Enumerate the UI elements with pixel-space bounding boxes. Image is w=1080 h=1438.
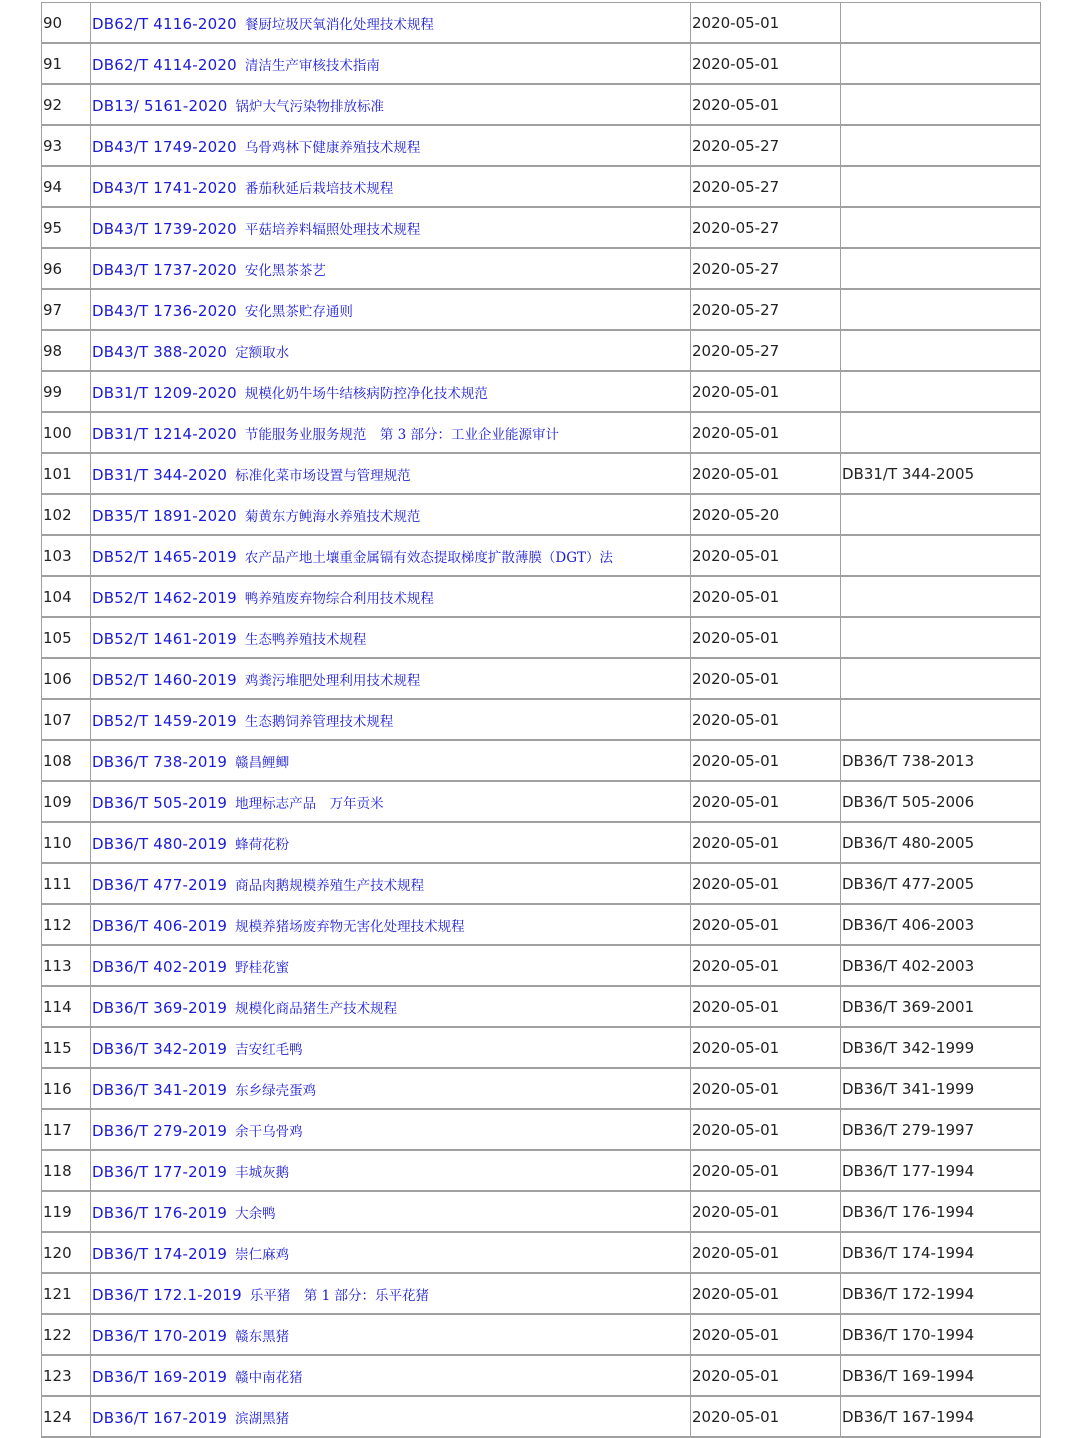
table-row	[42, 822, 1041, 863]
table-row	[42, 1027, 1041, 1068]
table-row	[42, 248, 1041, 289]
standard-code: DB31/T 344-2020	[92, 465, 228, 484]
table-row	[42, 289, 1041, 330]
table-row	[42, 740, 1041, 781]
row-number: 121	[42, 1273, 91, 1314]
standard-title-cell	[91, 166, 691, 207]
replaced-standard: DB36/T 406-2003	[841, 904, 1041, 945]
standard-title-cell	[91, 781, 691, 822]
table-row	[42, 986, 1041, 1027]
standard-title-cell	[91, 904, 691, 945]
standard-title-cell	[91, 207, 691, 248]
standard-code: DB62/T 4116-2020	[92, 14, 237, 33]
standard-code: DB36/T 480-2019	[92, 834, 228, 853]
table-row	[42, 863, 1041, 904]
standard-title-cell	[91, 1068, 691, 1109]
standard-name: 菊黄东方鲀海水养殖技术规范	[244, 508, 421, 525]
standard-code: DB36/T 738-2019	[92, 752, 228, 771]
implementation-date: 2020-05-20	[691, 494, 841, 535]
replaced-standard	[841, 658, 1041, 699]
row-number: 97	[42, 289, 91, 330]
standard-title-cell	[91, 330, 691, 371]
standard-code: DB35/T 1891-2020	[92, 506, 237, 525]
replaced-standard: DB36/T 174-1994	[841, 1232, 1041, 1273]
standard-link[interactable]	[92, 958, 289, 976]
implementation-date: 2020-05-01	[691, 412, 841, 453]
table-row	[42, 1232, 1041, 1273]
standard-code: DB43/T 1739-2020	[92, 219, 237, 238]
standard-link[interactable]	[92, 999, 397, 1017]
standard-code: DB36/T 170-2019	[92, 1326, 228, 1345]
standard-title-cell	[91, 3, 691, 44]
standard-title-cell	[91, 740, 691, 781]
replaced-standard: DB36/T 170-1994	[841, 1314, 1041, 1355]
standards-table	[41, 2, 1041, 1438]
standard-code: DB36/T 174-2019	[92, 1244, 228, 1263]
replaced-standard	[841, 84, 1041, 125]
row-number: 102	[42, 494, 91, 535]
standard-name: 农产品产地土壤重金属镉有效态提取梯度扩散薄膜（DGT）法	[244, 549, 613, 566]
replaced-standard	[841, 125, 1041, 166]
row-number: 114	[42, 986, 91, 1027]
standard-title-cell	[91, 1273, 691, 1314]
implementation-date: 2020-05-27	[691, 289, 841, 330]
standard-name: 安化黑茶贮存通则	[244, 303, 353, 320]
standard-title-cell	[91, 1191, 691, 1232]
standard-name: 崇仁麻鸡	[235, 1246, 290, 1263]
table-row	[42, 43, 1041, 84]
standard-name: 生态鸭养殖技术规程	[244, 631, 367, 648]
replaced-standard: DB36/T 169-1994	[841, 1355, 1041, 1396]
standard-link[interactable]	[92, 1327, 289, 1345]
implementation-date: 2020-05-01	[691, 699, 841, 740]
row-number: 95	[42, 207, 91, 248]
standard-link[interactable]	[92, 794, 384, 812]
implementation-date: 2020-05-01	[691, 658, 841, 699]
table-row	[42, 1109, 1041, 1150]
row-number: 94	[42, 166, 91, 207]
replaced-standard	[841, 3, 1041, 44]
standard-code: DB36/T 369-2019	[92, 998, 228, 1017]
table-row	[42, 1355, 1041, 1396]
standard-code: DB43/T 1749-2020	[92, 137, 237, 156]
row-number: 104	[42, 576, 91, 617]
table-row	[42, 1273, 1041, 1314]
implementation-date: 2020-05-01	[691, 3, 841, 44]
standard-code: DB43/T 1736-2020	[92, 301, 237, 320]
standard-code: DB52/T 1462-2019	[92, 588, 237, 607]
table-row	[42, 3, 1041, 44]
implementation-date: 2020-05-01	[691, 1314, 841, 1355]
table-row	[42, 617, 1041, 658]
replaced-standard	[841, 699, 1041, 740]
replaced-standard: DB36/T 505-2006	[841, 781, 1041, 822]
standard-name: 东乡绿壳蛋鸡	[235, 1082, 317, 1099]
implementation-date: 2020-05-01	[691, 43, 841, 84]
table-row	[42, 1314, 1041, 1355]
implementation-date: 2020-05-27	[691, 330, 841, 371]
table-row	[42, 1396, 1041, 1437]
replaced-standard	[841, 576, 1041, 617]
replaced-standard	[841, 330, 1041, 371]
table-row	[42, 494, 1041, 535]
standard-link[interactable]	[92, 179, 393, 197]
standard-code: DB36/T 402-2019	[92, 957, 228, 976]
standard-link[interactable]	[92, 15, 434, 33]
standard-name: 地理标志产品 万年贡米	[235, 795, 384, 812]
replaced-standard	[841, 371, 1041, 412]
row-number: 93	[42, 125, 91, 166]
implementation-date: 2020-05-01	[691, 371, 841, 412]
row-number: 115	[42, 1027, 91, 1068]
standard-link[interactable]	[92, 876, 424, 894]
row-number: 103	[42, 535, 91, 576]
table-row	[42, 371, 1041, 412]
standard-code: DB36/T 177-2019	[92, 1162, 228, 1181]
table-row	[42, 84, 1041, 125]
standard-link[interactable]	[92, 507, 420, 525]
table-row	[42, 576, 1041, 617]
replaced-standard: DB36/T 341-1999	[841, 1068, 1041, 1109]
standard-title-cell	[91, 863, 691, 904]
row-number: 106	[42, 658, 91, 699]
implementation-date: 2020-05-01	[691, 863, 841, 904]
row-number: 123	[42, 1355, 91, 1396]
implementation-date: 2020-05-01	[691, 1109, 841, 1150]
standard-code: DB52/T 1461-2019	[92, 629, 237, 648]
standard-title-cell	[91, 1232, 691, 1273]
standard-name: 平菇培养料辐照处理技术规程	[244, 221, 421, 238]
standard-code: DB36/T 406-2019	[92, 916, 228, 935]
standard-link[interactable]	[92, 97, 384, 115]
standards-table-container	[41, 2, 1040, 1438]
row-number: 118	[42, 1150, 91, 1191]
standard-title-cell	[91, 699, 691, 740]
replaced-standard: DB36/T 480-2005	[841, 822, 1041, 863]
replaced-standard: DB36/T 177-1994	[841, 1150, 1041, 1191]
table-row	[42, 1068, 1041, 1109]
standard-title-cell	[91, 84, 691, 125]
row-number: 112	[42, 904, 91, 945]
standard-code: DB36/T 505-2019	[92, 793, 228, 812]
standard-link[interactable]	[92, 1286, 429, 1304]
standard-name: 商品肉鹅规模养殖生产技术规程	[235, 877, 425, 894]
table-row	[42, 330, 1041, 371]
implementation-date: 2020-05-01	[691, 986, 841, 1027]
standard-link[interactable]	[92, 1040, 303, 1058]
table-row	[42, 1150, 1041, 1191]
standard-name: 生态鹅饲养管理技术规程	[244, 713, 394, 730]
standard-name: 清洁生产审核技术指南	[244, 57, 380, 74]
standard-link[interactable]	[92, 712, 393, 730]
standard-link[interactable]	[92, 1368, 303, 1386]
standard-name: 鸡粪污堆肥处理利用技术规程	[244, 672, 421, 689]
implementation-date: 2020-05-01	[691, 576, 841, 617]
standard-name: 赣昌鲤鲫	[235, 754, 290, 771]
replaced-standard: DB36/T 342-1999	[841, 1027, 1041, 1068]
implementation-date: 2020-05-01	[691, 904, 841, 945]
standard-title-cell	[91, 658, 691, 699]
implementation-date: 2020-05-01	[691, 1273, 841, 1314]
standard-title-cell	[91, 1355, 691, 1396]
implementation-date: 2020-05-27	[691, 125, 841, 166]
standard-link[interactable]	[92, 917, 465, 935]
replaced-standard: DB36/T 176-1994	[841, 1191, 1041, 1232]
row-number: 109	[42, 781, 91, 822]
standard-name: 乌骨鸡林下健康养殖技术规程	[244, 139, 421, 156]
replaced-standard	[841, 617, 1041, 658]
row-number: 101	[42, 453, 91, 494]
standard-code: DB43/T 1737-2020	[92, 260, 237, 279]
standard-name: 鸭养殖废弃物综合利用技术规程	[244, 590, 434, 607]
standard-code: DB36/T 477-2019	[92, 875, 228, 894]
table-row	[42, 945, 1041, 986]
row-number: 119	[42, 1191, 91, 1232]
replaced-standard	[841, 535, 1041, 576]
standard-title-cell	[91, 576, 691, 617]
standard-link[interactable]	[92, 56, 380, 74]
implementation-date: 2020-05-01	[691, 1068, 841, 1109]
standard-code: DB36/T 341-2019	[92, 1080, 228, 1099]
standard-title-cell	[91, 945, 691, 986]
implementation-date: 2020-05-27	[691, 166, 841, 207]
row-number: 105	[42, 617, 91, 658]
standards-table-body	[42, 3, 1041, 1438]
implementation-date: 2020-05-01	[691, 822, 841, 863]
row-number: 107	[42, 699, 91, 740]
replaced-standard: DB36/T 172-1994	[841, 1273, 1041, 1314]
standard-name: 标准化菜市场设置与管理规范	[235, 467, 411, 484]
implementation-date: 2020-05-01	[691, 1150, 841, 1191]
standard-title-cell	[91, 371, 691, 412]
table-row	[42, 699, 1041, 740]
row-number: 113	[42, 945, 91, 986]
replaced-standard: DB36/T 369-2001	[841, 986, 1041, 1027]
row-number: 108	[42, 740, 91, 781]
standard-name: 余干乌骨鸡	[235, 1123, 303, 1140]
replaced-standard	[841, 248, 1041, 289]
standard-link[interactable]	[92, 302, 353, 320]
standard-title-cell	[91, 1150, 691, 1191]
implementation-date: 2020-05-27	[691, 248, 841, 289]
implementation-date: 2020-05-01	[691, 1355, 841, 1396]
standard-name: 吉安红毛鸭	[235, 1041, 303, 1058]
standard-name: 定额取水	[235, 344, 290, 361]
standard-name: 赣中南花猪	[235, 1369, 303, 1386]
implementation-date: 2020-05-01	[691, 453, 841, 494]
standard-code: DB36/T 279-2019	[92, 1121, 228, 1140]
table-row	[42, 781, 1041, 822]
implementation-date: 2020-05-01	[691, 1232, 841, 1273]
implementation-date: 2020-05-01	[691, 740, 841, 781]
table-row	[42, 658, 1041, 699]
row-number: 117	[42, 1109, 91, 1150]
implementation-date: 2020-05-01	[691, 535, 841, 576]
table-row	[42, 1191, 1041, 1232]
table-row	[42, 207, 1041, 248]
standard-link[interactable]	[92, 548, 613, 566]
replaced-standard: DB36/T 477-2005	[841, 863, 1041, 904]
replaced-standard	[841, 166, 1041, 207]
row-number: 120	[42, 1232, 91, 1273]
standard-title-cell	[91, 986, 691, 1027]
table-row	[42, 125, 1041, 166]
standard-name: 野桂花蜜	[235, 959, 290, 976]
replaced-standard: DB36/T 167-1994	[841, 1396, 1041, 1437]
implementation-date: 2020-05-01	[691, 1027, 841, 1068]
standard-title-cell	[91, 535, 691, 576]
standard-link[interactable]	[92, 261, 326, 279]
standard-link[interactable]	[92, 835, 289, 853]
replaced-standard: DB36/T 738-2013	[841, 740, 1041, 781]
row-number: 91	[42, 43, 91, 84]
standard-title-cell	[91, 453, 691, 494]
standard-title-cell	[91, 1109, 691, 1150]
table-row	[42, 904, 1041, 945]
standard-code: DB13/ 5161-2020	[92, 96, 228, 115]
standard-link[interactable]	[92, 1204, 276, 1222]
row-number: 116	[42, 1068, 91, 1109]
implementation-date: 2020-05-01	[691, 781, 841, 822]
implementation-date: 2020-05-01	[691, 945, 841, 986]
standard-name: 节能服务业服务规范 第 3 部分：工业企业能源审计	[244, 426, 560, 443]
table-row	[42, 412, 1041, 453]
standard-name: 餐厨垃圾厌氧消化处理技术规程	[244, 16, 434, 33]
row-number: 110	[42, 822, 91, 863]
table-row	[42, 535, 1041, 576]
standard-title-cell	[91, 822, 691, 863]
implementation-date: 2020-05-01	[691, 1191, 841, 1232]
standard-name: 规模化奶牛场牛结核病防控净化技术规范	[244, 385, 488, 402]
replaced-standard	[841, 494, 1041, 535]
standard-name: 赣东黑猪	[235, 1328, 290, 1345]
standard-link[interactable]	[92, 138, 420, 156]
standard-code: DB52/T 1465-2019	[92, 547, 237, 566]
standard-name: 蜂荷花粉	[235, 836, 290, 853]
standard-code: DB52/T 1459-2019	[92, 711, 237, 730]
row-number: 122	[42, 1314, 91, 1355]
standard-link[interactable]	[92, 425, 559, 443]
standard-name: 乐平猪 第 1 部分：乐平花猪	[249, 1287, 430, 1304]
standard-link[interactable]	[92, 384, 488, 402]
standard-link[interactable]	[92, 343, 289, 361]
standard-title-cell	[91, 1396, 691, 1437]
implementation-date: 2020-05-27	[691, 207, 841, 248]
standard-code: DB31/T 1209-2020	[92, 383, 237, 402]
standard-code: DB62/T 4114-2020	[92, 55, 237, 74]
standard-code: DB36/T 172.1-2019	[92, 1285, 242, 1304]
table-row	[42, 166, 1041, 207]
standard-title-cell	[91, 1314, 691, 1355]
standard-code: DB52/T 1460-2019	[92, 670, 237, 689]
standard-code: DB31/T 1214-2020	[92, 424, 237, 443]
replaced-standard	[841, 207, 1041, 248]
standard-link[interactable]	[92, 466, 411, 484]
standard-code: DB36/T 342-2019	[92, 1039, 228, 1058]
standard-title-cell	[91, 617, 691, 658]
standard-link[interactable]	[92, 753, 289, 771]
implementation-date: 2020-05-01	[691, 1396, 841, 1437]
standard-title-cell	[91, 43, 691, 84]
standard-name: 锅炉大气污染物排放标准	[235, 98, 385, 115]
replaced-standard: DB36/T 402-2003	[841, 945, 1041, 986]
standard-title-cell	[91, 125, 691, 166]
standard-name: 大余鸭	[235, 1205, 276, 1222]
standard-code: DB36/T 167-2019	[92, 1408, 228, 1427]
row-number: 99	[42, 371, 91, 412]
implementation-date: 2020-05-01	[691, 84, 841, 125]
standard-name: 规模化商品猪生产技术规程	[235, 1000, 398, 1017]
standard-title-cell	[91, 289, 691, 330]
standard-title-cell	[91, 1027, 691, 1068]
standard-link[interactable]	[92, 1122, 303, 1140]
row-number: 90	[42, 3, 91, 44]
standard-code: DB36/T 169-2019	[92, 1367, 228, 1386]
standard-link[interactable]	[92, 1163, 289, 1181]
standard-name: 丰城灰鹅	[235, 1164, 290, 1181]
standard-code: DB36/T 176-2019	[92, 1203, 228, 1222]
row-number: 111	[42, 863, 91, 904]
standard-name: 规模养猪场废弃物无害化处理技术规程	[235, 918, 465, 935]
replaced-standard: DB31/T 344-2005	[841, 453, 1041, 494]
standard-name: 番茄秋延后栽培技术规程	[244, 180, 394, 197]
standard-link[interactable]	[92, 671, 420, 689]
row-number: 92	[42, 84, 91, 125]
standard-link[interactable]	[92, 589, 434, 607]
standard-title-cell	[91, 248, 691, 289]
standard-link[interactable]	[92, 630, 366, 648]
standard-name: 安化黑茶茶艺	[244, 262, 326, 279]
standard-title-cell	[91, 412, 691, 453]
row-number: 100	[42, 412, 91, 453]
replaced-standard	[841, 412, 1041, 453]
row-number: 96	[42, 248, 91, 289]
row-number: 124	[42, 1396, 91, 1437]
standard-link[interactable]	[92, 1081, 316, 1099]
standard-code: DB43/T 1741-2020	[92, 178, 237, 197]
standard-title-cell	[91, 494, 691, 535]
replaced-standard	[841, 43, 1041, 84]
standard-link[interactable]	[92, 1409, 289, 1427]
standard-link[interactable]	[92, 220, 420, 238]
replaced-standard	[841, 289, 1041, 330]
standard-link[interactable]	[92, 1245, 289, 1263]
row-number: 98	[42, 330, 91, 371]
standard-code: DB43/T 388-2020	[92, 342, 228, 361]
implementation-date: 2020-05-01	[691, 617, 841, 658]
replaced-standard: DB36/T 279-1997	[841, 1109, 1041, 1150]
standard-name: 滨湖黑猪	[235, 1410, 290, 1427]
table-row	[42, 453, 1041, 494]
